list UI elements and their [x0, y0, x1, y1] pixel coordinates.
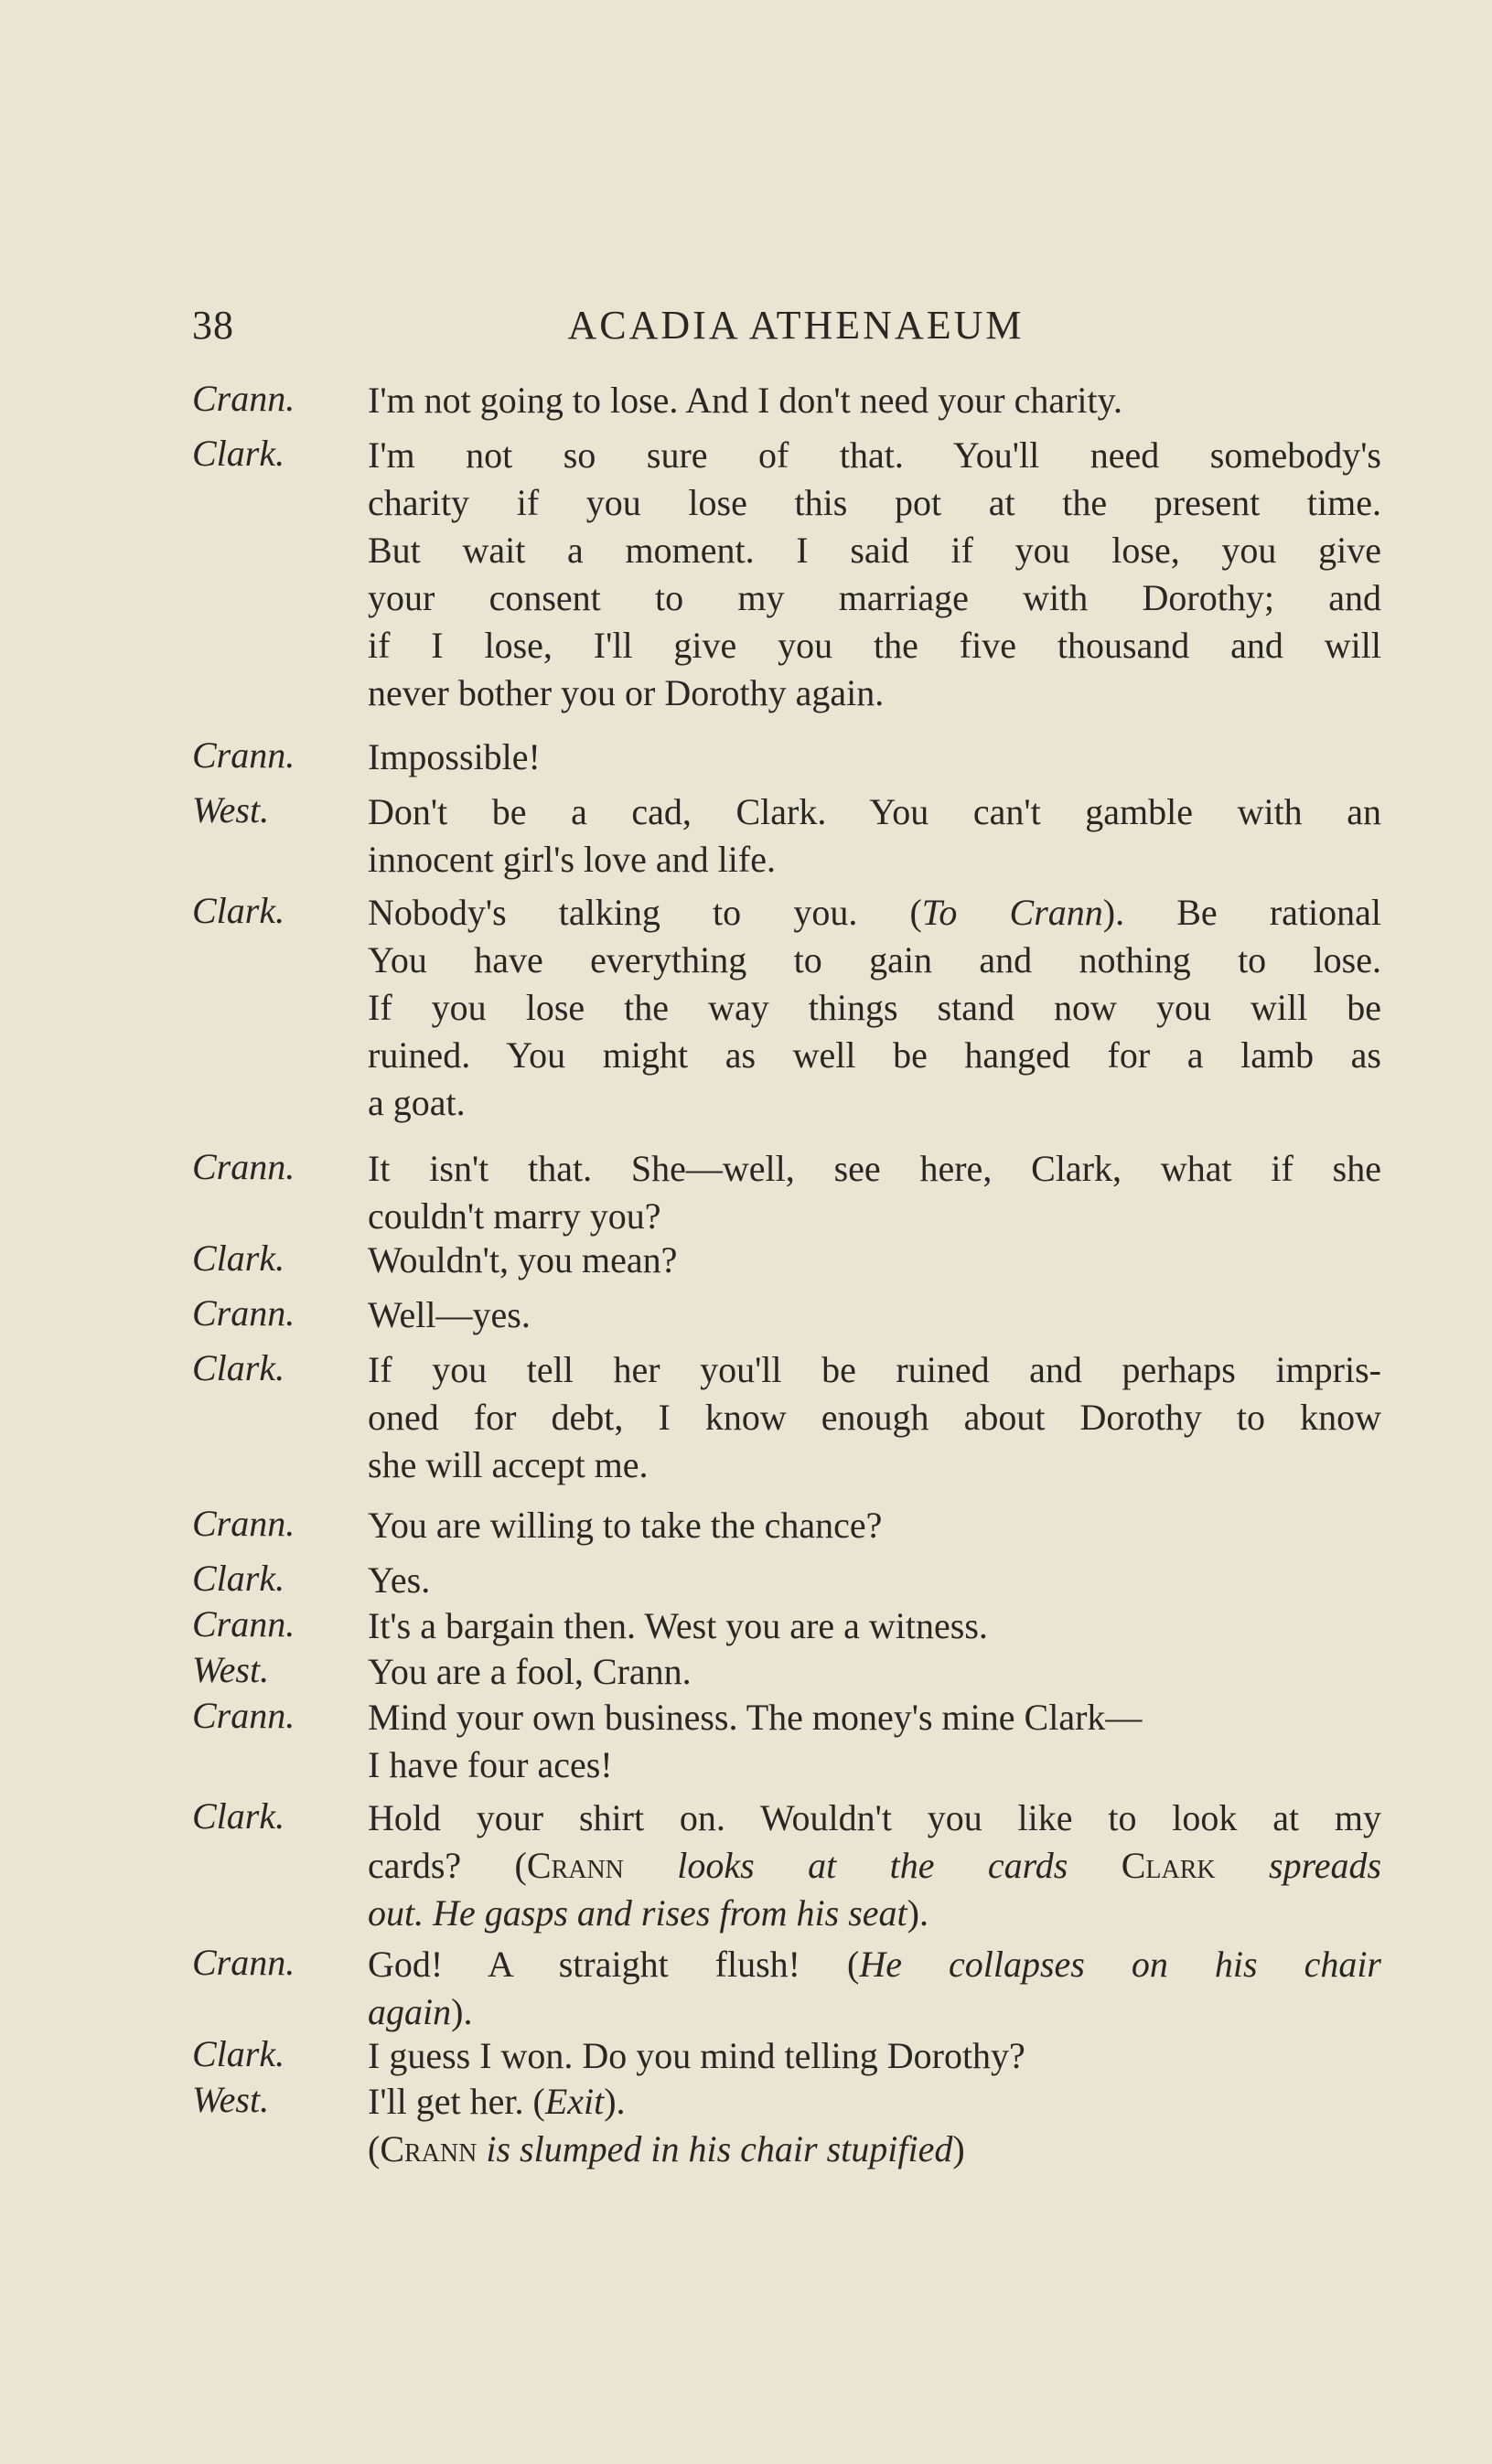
speech-line	[368, 1193, 1381, 1240]
speech-line	[368, 1694, 1381, 1741]
character-name-text: Clark	[1121, 1845, 1216, 1886]
dialogue-text: ).	[907, 1892, 928, 1934]
dialogue-text: Impossible!	[368, 736, 541, 777]
speech-text	[368, 1694, 1381, 1789]
dialogue-text: your consent to my marriage with Dorothy; and	[368, 577, 1381, 618]
dialogue-text: Don't be a cad, Clark. You can't gamble with an	[368, 791, 1381, 832]
character-name-text: Crann	[380, 2128, 478, 2169]
speech-line	[368, 889, 1381, 937]
stage-direction-text: spreads	[1215, 1845, 1382, 1886]
dialogue-text: ).	[451, 1991, 473, 2032]
dialogue-text: It isn't that. She—well, see here, Clark, what if she	[368, 1148, 1381, 1189]
speech-line	[368, 432, 1381, 479]
speech-text	[368, 377, 1381, 424]
speaker-name: Clark.	[192, 1237, 285, 1279]
speech-text	[368, 788, 1381, 884]
speaker-name: West.	[192, 1649, 270, 1690]
dialogue-text: a goat.	[368, 1082, 466, 1123]
dialogue-text: I'll get her. (	[368, 2081, 545, 2122]
stage-direction-text: again	[368, 1991, 452, 2032]
speech-text	[368, 2032, 1381, 2080]
dialogue-text: If you lose the way things stand now you will be	[368, 987, 1381, 1028]
speech-line	[368, 1794, 1381, 1842]
speaker-name: Crann.	[192, 378, 295, 419]
speaker-name: Crann.	[192, 734, 295, 776]
speech-text	[368, 1237, 1381, 1284]
speech-text	[368, 734, 1381, 781]
speaker-name: West.	[192, 789, 270, 830]
dialogue-text: You are a fool, Crann.	[368, 1651, 692, 1692]
speech-line	[368, 788, 1381, 836]
speech-line	[368, 1988, 1381, 2036]
speech-text	[368, 2078, 1381, 2173]
speech-line	[368, 2032, 1381, 2080]
speaker-name: Crann.	[192, 1603, 295, 1644]
dialogue-text: I have four aces!	[368, 1744, 613, 1785]
dialogue-text: oned for debt, I know enough about Dorothy to know	[368, 1397, 1381, 1438]
speech-text	[368, 1941, 1381, 2036]
speech-line	[368, 1394, 1381, 1441]
dialogue-text: Yes.	[368, 1559, 431, 1601]
speech-line	[368, 574, 1381, 622]
dialogue-text: she will accept me.	[368, 1444, 649, 1485]
speaker-name: Clark.	[192, 1558, 285, 1599]
speech-line	[368, 836, 1381, 884]
speech-text	[368, 432, 1381, 717]
speaker-name: Crann.	[192, 1503, 295, 1544]
dialogue-text: Well—yes.	[368, 1294, 531, 1335]
dialogue-text: ).	[604, 2081, 626, 2122]
speech-text	[368, 1648, 1381, 1696]
speech-line	[368, 1890, 1381, 1937]
dialogue-text: never bother you or Dorothy again.	[368, 672, 885, 713]
speaker-name: West.	[192, 2079, 270, 2120]
character-name-text: Crann	[526, 1845, 624, 1886]
speech-line	[368, 1145, 1381, 1193]
speech-line	[368, 377, 1381, 424]
dialogue-text: Nobody's talking to you. (	[368, 892, 922, 933]
dialogue-text: ). Be rational	[1102, 892, 1382, 933]
speech-text	[368, 1794, 1381, 1937]
speech-text	[368, 1346, 1381, 1489]
speech-line	[368, 2126, 1381, 2173]
running-head: ACADIA ATHENAEUM	[567, 303, 1025, 348]
speech-line	[368, 1032, 1381, 1079]
dialogue-text: It's a bargain then. West you are a witness.	[368, 1605, 988, 1646]
speaker-name: Crann.	[192, 1292, 295, 1334]
dialogue-text: You are willing to take the chance?	[368, 1505, 883, 1546]
speech-line	[368, 1291, 1381, 1339]
speech-line	[368, 622, 1381, 670]
speaker-name: Clark.	[192, 890, 285, 931]
dialogue-text: charity if you lose this pot at the present time.	[368, 482, 1381, 523]
speaker-name: Clark.	[192, 1795, 285, 1837]
stage-direction-text: To Crann	[921, 892, 1103, 933]
dialogue-text: cards? (	[368, 1845, 527, 1886]
speech-text	[368, 1602, 1381, 1650]
speech-line	[368, 479, 1381, 527]
dialogue-text: I'm not going to lose. And I don't need your charity.	[368, 380, 1123, 421]
speaker-name: Crann.	[192, 1146, 295, 1187]
speech-text	[368, 889, 1381, 1127]
speech-line	[368, 937, 1381, 984]
dialogue-text: You have everything to gain and nothing to lose.	[368, 939, 1381, 980]
speech-line	[368, 984, 1381, 1032]
page-number: 38	[192, 303, 234, 348]
speech-text	[368, 1145, 1381, 1240]
speech-line	[368, 1557, 1381, 1604]
speech-line	[368, 527, 1381, 574]
dialogue-text: )	[952, 2128, 965, 2169]
dialogue-text: God! A straight flush! (	[368, 1944, 860, 1985]
speaker-name: Crann.	[192, 1942, 295, 1983]
speech-line	[368, 1842, 1381, 1890]
speaker-name: Clark.	[192, 2033, 285, 2074]
stage-direction-text: Exit	[544, 2081, 605, 2122]
speech-line	[368, 2078, 1381, 2126]
speech-text	[368, 1502, 1381, 1549]
speech-line	[368, 1741, 1381, 1789]
speech-text	[368, 1557, 1381, 1604]
dialogue-text: (	[368, 2128, 381, 2169]
speaker-name: Crann.	[192, 1695, 295, 1736]
speech-line	[368, 1602, 1381, 1650]
dialogue-text: innocent girl's love and life.	[368, 839, 776, 880]
speech-line	[368, 734, 1381, 781]
speech-line	[368, 670, 1381, 717]
speech-line	[368, 1941, 1381, 1988]
speaker-name: Clark.	[192, 433, 285, 474]
dialogue-text: But wait a moment. I said if you lose, you give	[368, 530, 1381, 571]
dialogue-text: Mind your own business. The money's mine Clark—	[368, 1697, 1143, 1738]
stage-direction-text: is slumped in his chair stupified	[477, 2128, 953, 2169]
stage-direction-text: out. He gasps and rises from his seat	[368, 1892, 907, 1934]
speech-line	[368, 1237, 1381, 1284]
speech-line	[368, 1441, 1381, 1489]
speech-line	[368, 1346, 1381, 1394]
dialogue-text: Wouldn't, you mean?	[368, 1239, 678, 1280]
dialogue-text: couldn't marry you?	[368, 1195, 661, 1237]
dialogue-text: If you tell her you'll be ruined and perhaps impris-	[368, 1349, 1381, 1390]
dialogue-text: I'm not so sure of that. You'll need somebody's	[368, 434, 1381, 476]
stage-direction-text: He collapses on his chair	[859, 1944, 1381, 1985]
speech-text	[368, 1291, 1381, 1339]
dialogue-text: Hold your shirt on. Wouldn't you like to look at my	[368, 1797, 1381, 1838]
speaker-name: Clark.	[192, 1347, 285, 1388]
speech-line	[368, 1502, 1381, 1549]
dialogue-text: ruined. You might as well be hanged for a lamb as	[368, 1034, 1381, 1076]
dialogue-text: I guess I won. Do you mind telling Dorothy?	[368, 2035, 1025, 2076]
speech-line	[368, 1648, 1381, 1696]
stage-direction-text: looks at the cards	[623, 1845, 1122, 1886]
dialogue-text: if I lose, I'll give you the five thousand and will	[368, 625, 1381, 666]
speech-line	[368, 1079, 1381, 1127]
